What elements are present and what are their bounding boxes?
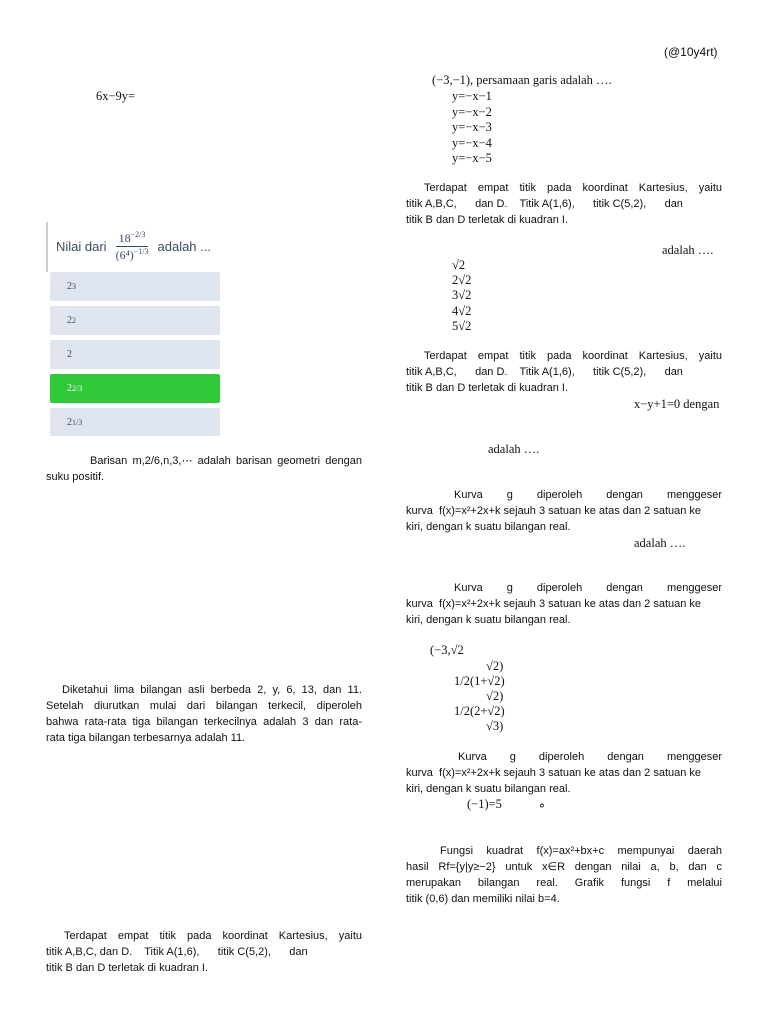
- quiz-option-3[interactable]: 2: [50, 340, 220, 369]
- option-line-4: y=−x−4: [452, 135, 492, 150]
- mixed-expr-6: √3): [486, 719, 504, 733]
- fraction-denominator: (6⁴): [115, 247, 134, 262]
- line-equation-given: x−y+1=0 dengan: [634, 397, 720, 411]
- paragraph-barisan: Barisan m,2/6,n,3,⋯ adalah barisan geometri dengan suku positif.: [46, 455, 362, 483]
- degree-symbol: ∘: [538, 798, 546, 812]
- option-line-2: y=−x−2: [452, 104, 492, 119]
- root-option-1: √2: [452, 258, 466, 272]
- adalah-label-2: adalah ….: [488, 442, 540, 456]
- quiz-question-suffix: adalah ...: [157, 238, 211, 254]
- paragraph-kurva-2: Kurva g diperoleh dengan menggeser kurva f(x)=x²+2x+k sejauh 3 satuan ke atas dan 2 satuan ke kiri, dengan k suatu bilangan real.: [406, 582, 722, 626]
- option-line-1: y=−x−1: [452, 89, 492, 103]
- adalah-label-3: adalah ….: [634, 536, 686, 550]
- quiz-option-2[interactable]: 2 2: [50, 306, 220, 335]
- option-line-3: y=−x−3: [452, 120, 492, 134]
- paragraph-terdapat-right-1: Terdapat empat titik pada koordinat Kartesius, yaitu titik A,B,C, dan D. Titik A(1,6), titik C(5,2), dan titik B dan D terletak di kuadran I.: [406, 182, 722, 226]
- quiz-fraction: [113, 230, 152, 263]
- line-equation-question: (−3,−1), persamaan garis adalah ….: [432, 73, 612, 87]
- quiz-question-prefix: Nilai dari: [56, 238, 107, 254]
- mixed-expr-1: (−3,√2: [430, 643, 464, 657]
- fraction-numerator: 18: [118, 230, 131, 245]
- quiz-option-5[interactable]: 2 1/3: [50, 408, 220, 436]
- mixed-expr-4: √2): [486, 689, 504, 703]
- paragraph-diketahui: Diketahui lima bilangan asli berbeda 2, y, 6, 13, dan 11. Setelah diurutkan mulai dari bilangan terkecil, diperoleh bahwa rata-rata tiga bilangan terkecilnya adalah 3 dan rata- rata tiga bilangan terbesarnya adalah 11.: [46, 684, 362, 744]
- quiz-option-1[interactable]: 2 3: [50, 272, 220, 301]
- small-equation: (−1)=5: [467, 797, 502, 811]
- root-option-4: 4√2: [452, 303, 472, 318]
- fraction-denominator-exponent: −1/3: [133, 246, 149, 256]
- root-options: [452, 258, 471, 334]
- quiz-question: [46, 222, 230, 272]
- root-option-2: 2√2: [452, 273, 472, 288]
- mixed-expr-5: 1/2(2+√2): [454, 704, 505, 718]
- root-option-3: 3√2: [452, 288, 472, 303]
- adalah-label-1: adalah ….: [662, 243, 714, 257]
- mixed-expr-3: 1/2(1+√2): [454, 674, 505, 688]
- mixed-expr-2: √2): [486, 659, 504, 673]
- paragraph-terdapat-right-2: Terdapat empat titik pada koordinat Kartesius, yaitu titik A,B,C, dan D. Titik A(1,6), titik C(5,2), dan titik B dan D terletak di kuadran I.: [406, 350, 722, 394]
- fraction-numerator-exponent: −2/3: [130, 229, 146, 239]
- quiz-option-4-correct[interactable]: 2 2/3: [50, 374, 220, 403]
- root-option-5: 5√2: [452, 318, 472, 333]
- paragraph-terdapat-left: Terdapat empat titik pada koordinat Kartesius, yaitu titik A,B,C, dan D. Titik A(1,6), titik C(5,2), dan titik B dan D terletak di kuadran I.: [46, 930, 362, 974]
- paragraph-fungsi: Fungsi kuadrat f(x)=ax²+bx+c mempunyai daerah hasil Rf={y|y≥−2} untuk x∈R dengan nilai a, b, dan c merupakan bilangan real. Grafik fungsi f melalui titik (0,6) dan memiliki nilai b=4.: [406, 845, 722, 905]
- paragraph-kurva-3: Kurva g diperoleh dengan menggeser kurva f(x)=x²+2x+k sejauh 3 satuan ke atas dan 2 satuan ke kiri, dengan k suatu bilangan real.: [406, 751, 722, 795]
- line-equation-options: [452, 89, 492, 167]
- expression-6x-9y: 6x−9y=: [96, 89, 136, 103]
- option-line-5: y=−x−5: [452, 151, 492, 165]
- author-handle: (@10y4rt): [664, 45, 718, 59]
- paragraph-kurva-1: Kurva g diperoleh dengan menggeser kurva f(x)=x²+2x+k sejauh 3 satuan ke atas dan 2 satuan ke kiri, dengan k suatu bilangan real.: [406, 489, 722, 533]
